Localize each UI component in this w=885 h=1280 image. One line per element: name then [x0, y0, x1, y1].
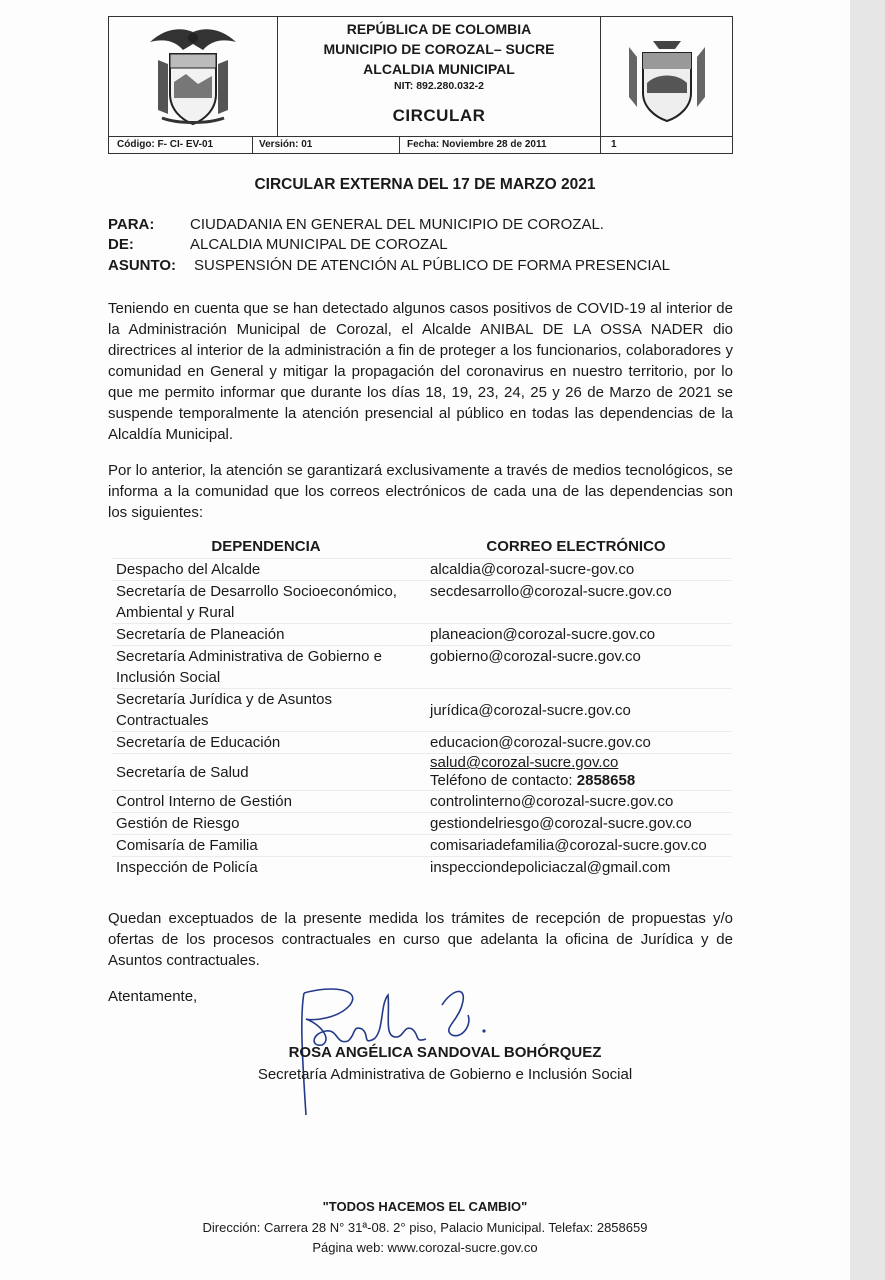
header-correo: CORREO ELECTRÓNICO: [486, 538, 666, 555]
header-doc-type: CIRCULAR: [392, 106, 486, 125]
dependency-name: Despacho del Alcalde: [112, 559, 420, 581]
meta-para: [108, 216, 604, 233]
meta-para-value: CIUDADANIA EN GENERAL DEL MUNICIPIO DE COROZAL.: [190, 216, 604, 233]
dependency-name: Secretaría de Educación: [112, 732, 420, 754]
footer-address: Dirección: Carrera 28 N° 31ª-08. 2° piso, Palacio Municipal. Telefax: 2858659: [202, 1220, 648, 1235]
table-row: [112, 689, 732, 732]
header-info-row: [109, 136, 732, 154]
dependencies-table: [112, 535, 732, 878]
corozal-coat-of-arms-icon: [600, 17, 732, 136]
header-dependencia: DEPENDENCIA: [211, 538, 321, 555]
header-nit: NIT: 892.280.032-2: [394, 80, 484, 92]
dependency-email[interactable]: comisariadefamilia@corozal-sucre.gov.co: [420, 835, 732, 857]
table-row: [112, 813, 732, 835]
table-row: [112, 791, 732, 813]
phone-label: Teléfono de contacto:: [430, 772, 577, 789]
signer-role: Secretaría Administrativa de Gobierno e Inclusión Social: [257, 1066, 633, 1083]
header-line-3: ALCALDIA MUNICIPAL: [363, 61, 515, 77]
table-row: [112, 559, 732, 581]
header-line-2: MUNICIPIO DE COROZAL– SUCRE: [323, 41, 555, 57]
footer-slogan: "TODOS HACEMOS EL CAMBIO": [322, 1199, 528, 1214]
document-title: CIRCULAR EXTERNA DEL 17 DE MARZO 2021: [254, 176, 596, 193]
dependency-email[interactable]: alcaldia@corozal-sucre-gov.co: [420, 559, 732, 581]
header-title-block: [278, 17, 600, 136]
dependency-email[interactable]: jurídica@corozal-sucre.gov.co: [420, 689, 732, 732]
document-header: [108, 16, 733, 154]
phone-number: 2858658: [576, 772, 636, 789]
dependency-name: Secretaría de Desarrollo Socioeconómico, Ambiental y Rural: [112, 581, 420, 624]
paragraph-1: Teniendo en cuenta que se han detectado algunos casos positivos de COVID-19 al interior de la Administración Municipal de Corozal, el Alcalde ANIBAL DE LA OSSA NADER dio directrices al interior de la administración a fin de proteger a los funcionarios, colaboradores y comunidad en General y mitigar la propagación del coronavirus en nuestro territorio, por lo que me permito informar que durante los días 18, 19, 23, 24, 25 y 26 de Marzo de 2021 se suspende temporalmente la atención presencial al público en todas las dependencias de la Alcaldía Municipal.: [108, 300, 733, 443]
dependency-name: Secretaría de Planeación: [112, 624, 420, 646]
dependency-email[interactable]: inspecciondepoliciaczal@gmail.com: [420, 857, 732, 879]
header-line-1: REPÚBLICA DE COLOMBIA: [346, 21, 532, 37]
paragraph-3: Quedan exceptuados de la presente medida los trámites de recepción de propuestas y/o ofertas de los procesos contractuales en curso que adelanta la oficina de Jurídica y de Asuntos contractuales.: [108, 910, 733, 969]
dependency-name: Gestión de Riesgo: [112, 813, 420, 835]
meta-para-label: PARA:: [108, 216, 155, 233]
dependency-name: Comisaría de Familia: [112, 835, 420, 857]
header-version: Versión: 01: [259, 139, 313, 150]
dependency-name: Secretaría Administrativa de Gobierno e Inclusión Social: [112, 646, 420, 689]
table-row: [112, 857, 732, 879]
meta-asunto-value: SUSPENSIÓN DE ATENCIÓN AL PÚBLICO DE FORMA PRESENCIAL: [194, 257, 670, 274]
dependency-email[interactable]: secdesarrollo@corozal-sucre.gov.co: [420, 581, 732, 624]
background-margin: [850, 0, 885, 1280]
footer-web[interactable]: Página web: www.corozal-sucre.gov.co: [312, 1240, 538, 1255]
dependency-name: Control Interno de Gestión: [112, 791, 420, 813]
dependency-email[interactable]: controlinterno@corozal-sucre.gov.co: [420, 791, 732, 813]
closing-text: Atentamente,: [108, 988, 198, 1005]
dependency-email[interactable]: salud@corozal-sucre.gov.co: [430, 754, 619, 771]
meta-de: [108, 236, 448, 253]
dependency-name: Secretaría de Salud: [112, 754, 420, 791]
colombia-coat-of-arms-icon: [109, 17, 278, 136]
dependency-email[interactable]: educacion@corozal-sucre.gov.co: [420, 732, 732, 754]
header-fecha: Fecha: Noviembre 28 de 2011: [407, 139, 547, 150]
dependency-name: Inspección de Policía: [112, 857, 420, 879]
paragraph-2: Por lo anterior, la atención se garantizará exclusivamente a través de medios tecnológicos, se informa a la comunidad que los correos electrónicos de cada una de las dependencias son los siguientes:: [108, 462, 733, 521]
meta-de-value: ALCALDIA MUNICIPAL DE COROZAL: [190, 236, 448, 253]
table-row: [112, 646, 732, 689]
dependency-name: Secretaría Jurídica y de Asuntos Contractuales: [112, 689, 420, 732]
meta-asunto: [108, 257, 670, 274]
dependency-email[interactable]: gestiondelriesgo@corozal-sucre.gov.co: [420, 813, 732, 835]
table-header-row: [112, 535, 732, 559]
meta-asunto-label: ASUNTO:: [108, 257, 177, 274]
table-row: [112, 835, 732, 857]
table-row: [112, 754, 732, 791]
dependency-contact: [420, 754, 732, 791]
table-row: [112, 581, 732, 624]
header-page-number: 1: [611, 139, 617, 150]
header-codigo: Código: F- CI- EV-01: [117, 139, 214, 150]
dependency-email[interactable]: gobierno@corozal-sucre.gov.co: [420, 646, 732, 689]
table-row: [112, 732, 732, 754]
meta-de-label: DE:: [108, 236, 134, 253]
signer-name: ROSA ANGÉLICA SANDOVAL BOHÓRQUEZ: [288, 1044, 602, 1061]
dependency-email[interactable]: planeacion@corozal-sucre.gov.co: [420, 624, 732, 646]
table-row: [112, 624, 732, 646]
